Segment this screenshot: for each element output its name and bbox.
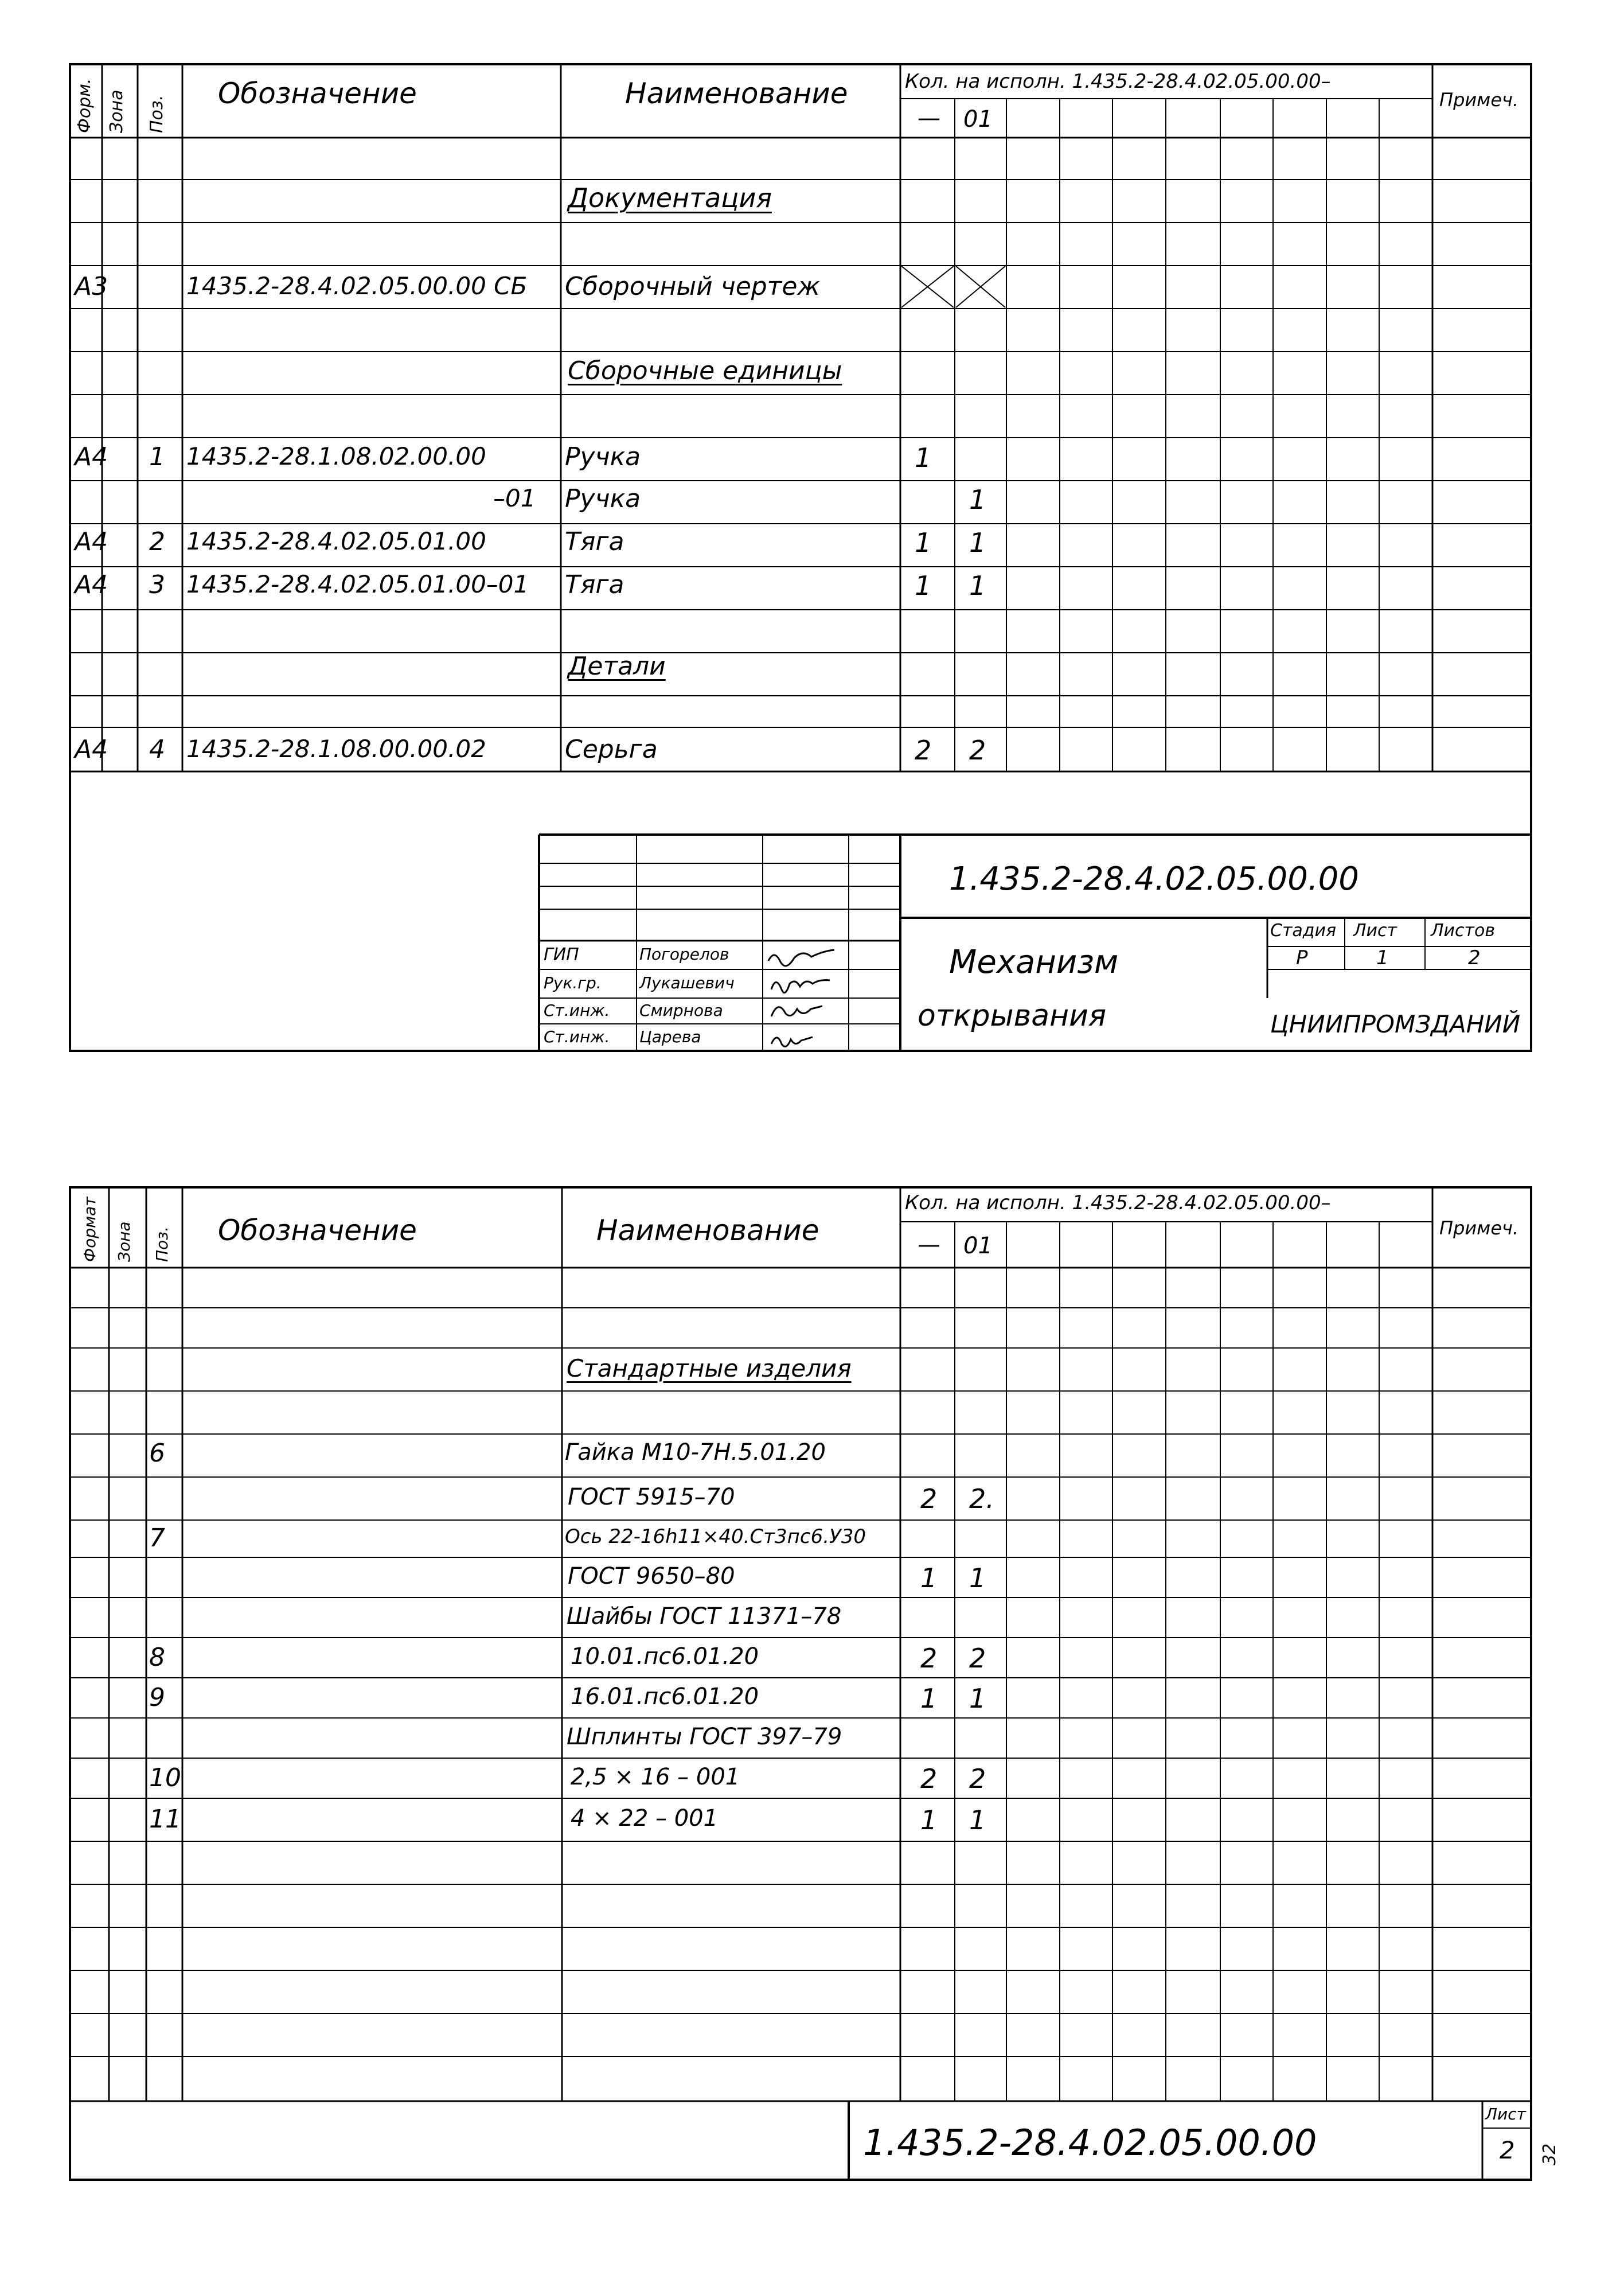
cell-qty-1: 1 [915, 570, 932, 601]
stage-label: Стадия [1270, 921, 1337, 941]
sig-role: Ст.инж. [544, 1001, 610, 1020]
header-qty-caption: Кол. на исполн. 1.435.2-28.4.02.05.00.00– [905, 1191, 1331, 1214]
cell-designation: –01 [493, 484, 536, 512]
header-designation: Обозначение [218, 1214, 417, 1247]
cell-qty-1: 2 [920, 1643, 938, 1674]
organization: ЦНИИПРОМЗДАНИЙ [1270, 1010, 1521, 1038]
cell-name: Тяга [565, 527, 624, 556]
cell-pos: 4 [149, 735, 165, 764]
cell-format: А3 [75, 272, 108, 301]
section-heading: Детали [568, 652, 666, 681]
cell-qty-1: 2 [920, 1483, 938, 1514]
cell-name: Сборочный чертеж [565, 272, 821, 301]
stage-value: Р [1296, 946, 1308, 969]
cell-qty-1: 1 [915, 527, 932, 558]
doc-number: 1.435.2-28.4.02.05.00.00 [863, 2122, 1317, 2164]
cell-pos: 11 [149, 1805, 181, 1834]
sig-name: Лукашевич [639, 973, 735, 992]
cell-qty-2: 1 [969, 1805, 986, 1836]
header-pos: Поз. [153, 1226, 171, 1262]
section-heading: Документация [568, 182, 772, 213]
cell-name: Ручка [565, 442, 641, 472]
cell-pos: 2 [149, 527, 165, 556]
cell-pos: 8 [149, 1643, 165, 1672]
cell-name: 4 × 22 – 001 [571, 1805, 719, 1832]
header-format: Форм. [75, 78, 95, 133]
cell-name: Шплинты ГОСТ 397–79 [567, 1724, 842, 1750]
sig-role: Рук.гр. [544, 973, 602, 992]
sheets-value: 2 [1468, 946, 1481, 969]
title-line1: Механизм [949, 944, 1119, 981]
cell-qty-2: 1 [969, 570, 986, 601]
sheet-value: 1 [1376, 946, 1389, 969]
title-line2: открывания [918, 999, 1107, 1033]
cell-designation: 1435.2-28.1.08.02.00.00 [186, 442, 486, 470]
cell-name: Серьга [565, 735, 658, 764]
cell-qty-1: 1 [915, 442, 932, 473]
section-heading: Стандартные изделия [567, 1354, 852, 1382]
sig-role: Ст.инж. [544, 1027, 610, 1046]
header-note: Примеч. [1439, 1217, 1519, 1239]
cell-name: 10.01.пс6.01.20 [571, 1643, 759, 1670]
header-designation: Обозначение [218, 77, 417, 110]
cell-pos: 7 [149, 1523, 165, 1553]
header-col-dash: — [918, 1232, 940, 1258]
header-col-dash: — [918, 105, 940, 131]
sig-role: ГИП [544, 945, 579, 965]
doc-number: 1.435.2-28.4.02.05.00.00 [949, 860, 1359, 898]
section-heading: Сборочные единицы [568, 356, 842, 385]
header-pos: Поз. [147, 95, 167, 133]
header-name: Наименование [625, 77, 848, 110]
sheets-label: Листов [1431, 921, 1496, 941]
cell-qty-2: 2. [969, 1483, 994, 1514]
cell-format: А4 [75, 442, 108, 472]
sheet-label: Лист [1353, 921, 1397, 941]
cell-pos: 1 [149, 442, 165, 472]
cell-qty-1: 1 [920, 1683, 938, 1714]
header-col-01: 01 [963, 106, 993, 133]
cell-qty-2: 1 [969, 1563, 986, 1593]
cell-qty-2: 2 [969, 1643, 986, 1674]
cell-name: ГОСТ 5915–70 [568, 1484, 735, 1510]
header-name: Наименование [596, 1214, 819, 1247]
page-mark: 32 [1540, 2143, 1560, 2165]
cell-format: А4 [75, 735, 108, 764]
cell-pos: 9 [149, 1683, 165, 1712]
sig-name: Смирнова [639, 1001, 723, 1020]
cell-designation: 1435.2-28.4.02.05.01.00–01 [186, 570, 529, 598]
cell-qty-2: 2 [969, 735, 986, 766]
cell-designation: 1435.2-28.4.02.05.00.00 СБ [186, 272, 528, 300]
cell-pos: 3 [149, 570, 165, 599]
sig-name: Царева [639, 1027, 701, 1046]
sheet-value: 2 [1500, 2136, 1515, 2164]
cell-name: Ручка [565, 484, 641, 513]
cell-qty-2: 1 [969, 484, 986, 515]
cell-name: Тяга [565, 570, 624, 599]
header-qty-caption: Кол. на исполн. 1.435.2-28.4.02.05.00.00– [905, 70, 1331, 93]
header-zone: Зона [115, 1221, 134, 1262]
cell-format: А4 [75, 527, 108, 556]
cell-qty-1: 1 [920, 1805, 938, 1836]
cell-qty-2: 1 [969, 1683, 986, 1714]
cell-qty-1: 2 [915, 735, 932, 766]
cell-name: 16.01.пс6.01.20 [571, 1684, 759, 1710]
cell-name: ГОСТ 9650–80 [568, 1563, 735, 1589]
cell-qty-1: 2 [920, 1763, 938, 1794]
cell-name: Шайбы ГОСТ 11371–78 [567, 1603, 842, 1630]
sheet-label: Лист [1485, 2105, 1526, 2123]
cell-qty-2: 2 [969, 1763, 986, 1794]
cell-pos: 10 [149, 1763, 181, 1793]
cell-qty-2: 1 [969, 527, 986, 558]
cell-qty-1: 1 [920, 1563, 938, 1593]
header-note: Примеч. [1439, 89, 1519, 111]
cell-name: Ось 22-16h11×40.Ст3пс6.У30 [565, 1525, 866, 1548]
cell-name: Гайка М10-7Н.5.01.20 [565, 1439, 826, 1466]
cell-pos: 6 [149, 1439, 165, 1468]
cell-format: А4 [75, 570, 108, 599]
header-zone: Зона [107, 89, 127, 133]
cell-name: 2,5 × 16 – 001 [571, 1764, 740, 1790]
header-format: Формат [80, 1197, 99, 1262]
cell-designation: 1435.2-28.1.08.00.00.02 [186, 735, 486, 763]
cell-designation: 1435.2-28.4.02.05.01.00 [186, 527, 486, 555]
header-col-01: 01 [963, 1233, 993, 1259]
sig-name: Погорелов [639, 945, 729, 964]
